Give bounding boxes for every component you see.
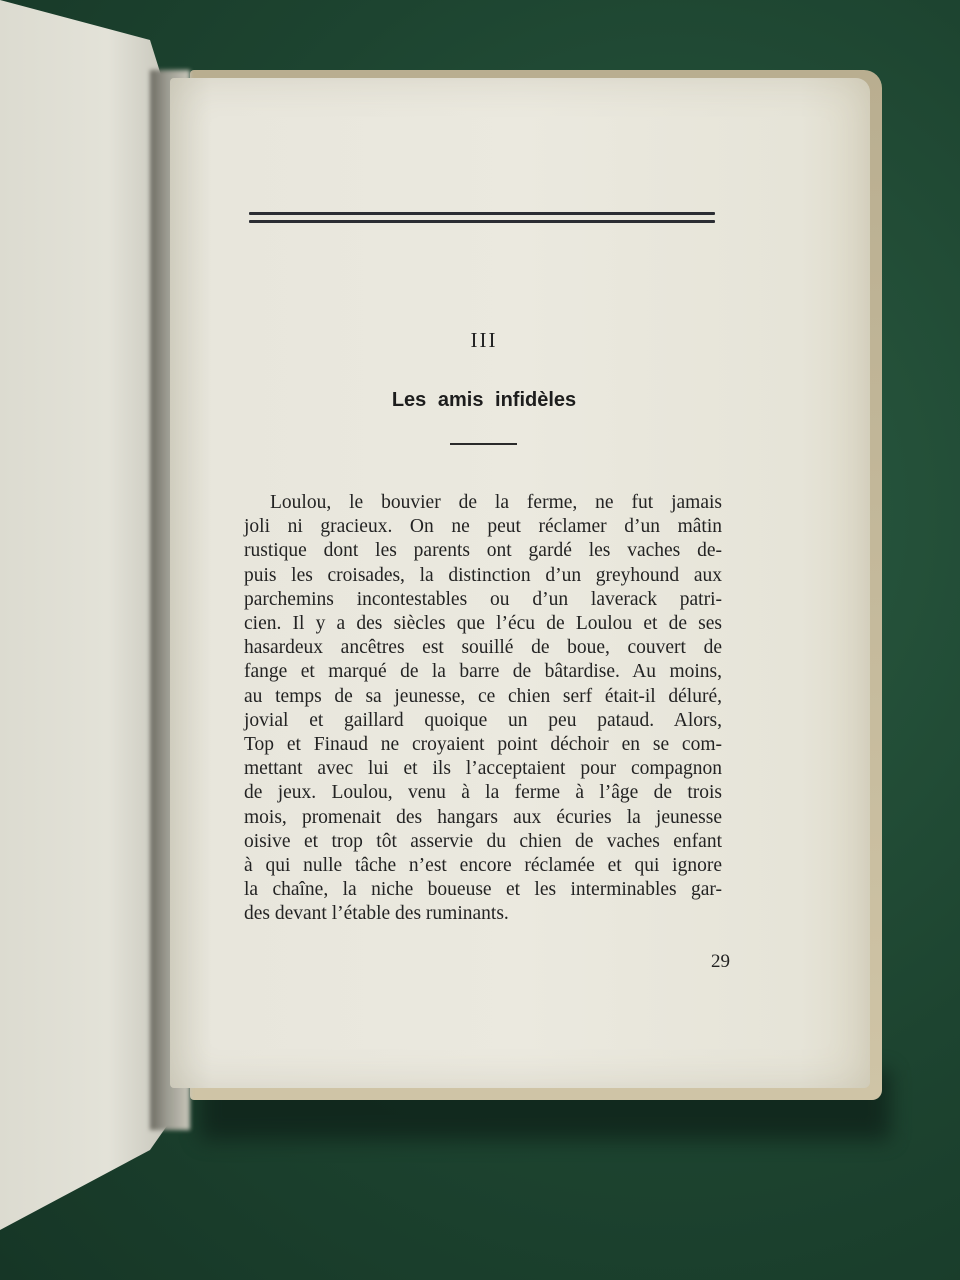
text-line: la chaîne, la niche boueuse et les interminables gar- <box>244 879 722 901</box>
body-paragraph <box>244 491 722 927</box>
text-line: puis les croisades, la distinction d’un greyhound aux <box>244 564 722 586</box>
text-line: jovial et gaillard quoique un peu pataud. Alors, <box>244 709 722 731</box>
text-line: parchemins incontestables ou d’un laverack patri- <box>244 588 722 610</box>
page-number: 29 <box>711 951 730 972</box>
text-line: de jeux. Loulou, venu à la ferme à l’âge de trois <box>244 782 722 804</box>
text-line: à qui nulle tâche n’est encore réclamée et qui ignore <box>244 855 722 877</box>
text-line: mettant avec lui et ils l’acceptaient pour compagnon <box>244 758 722 780</box>
text-line: cien. Il y a des siècles que l’écu de Loulou et de ses <box>244 613 722 635</box>
text-line: oisive et trop tôt asservie du chien de vaches enfant <box>244 830 722 852</box>
text-line: hasardeux ancêtres est souillé de boue, couvert de <box>244 637 722 659</box>
right-page <box>170 78 870 1088</box>
text-line: fange et marqué de la barre de bâtardise. Au moins, <box>244 661 722 683</box>
text-line: rustique dont les parents ont gardé les vaches de- <box>244 540 722 562</box>
text-line: des devant l’étable des ruminants. <box>244 903 509 925</box>
text-line: au temps de sa jeunesse, ce chien serf était-il déluré, <box>244 685 722 707</box>
title-underline-rule <box>450 443 517 445</box>
text-line: Loulou, le bouvier de la ferme, ne fut jamais <box>270 492 722 513</box>
page-content <box>170 78 870 1088</box>
chapter-number: III <box>470 328 498 352</box>
top-double-rule <box>249 212 715 224</box>
chapter-title: Les amis infidèles <box>391 389 577 411</box>
text-line: Top et Finaud ne croyaient point déchoir en se com- <box>244 734 722 756</box>
text-line: joli ni gracieux. On ne peut réclamer d’un mâtin <box>244 516 722 538</box>
text-line: mois, promenait des hangars aux écuries la jeunesse <box>244 806 722 828</box>
